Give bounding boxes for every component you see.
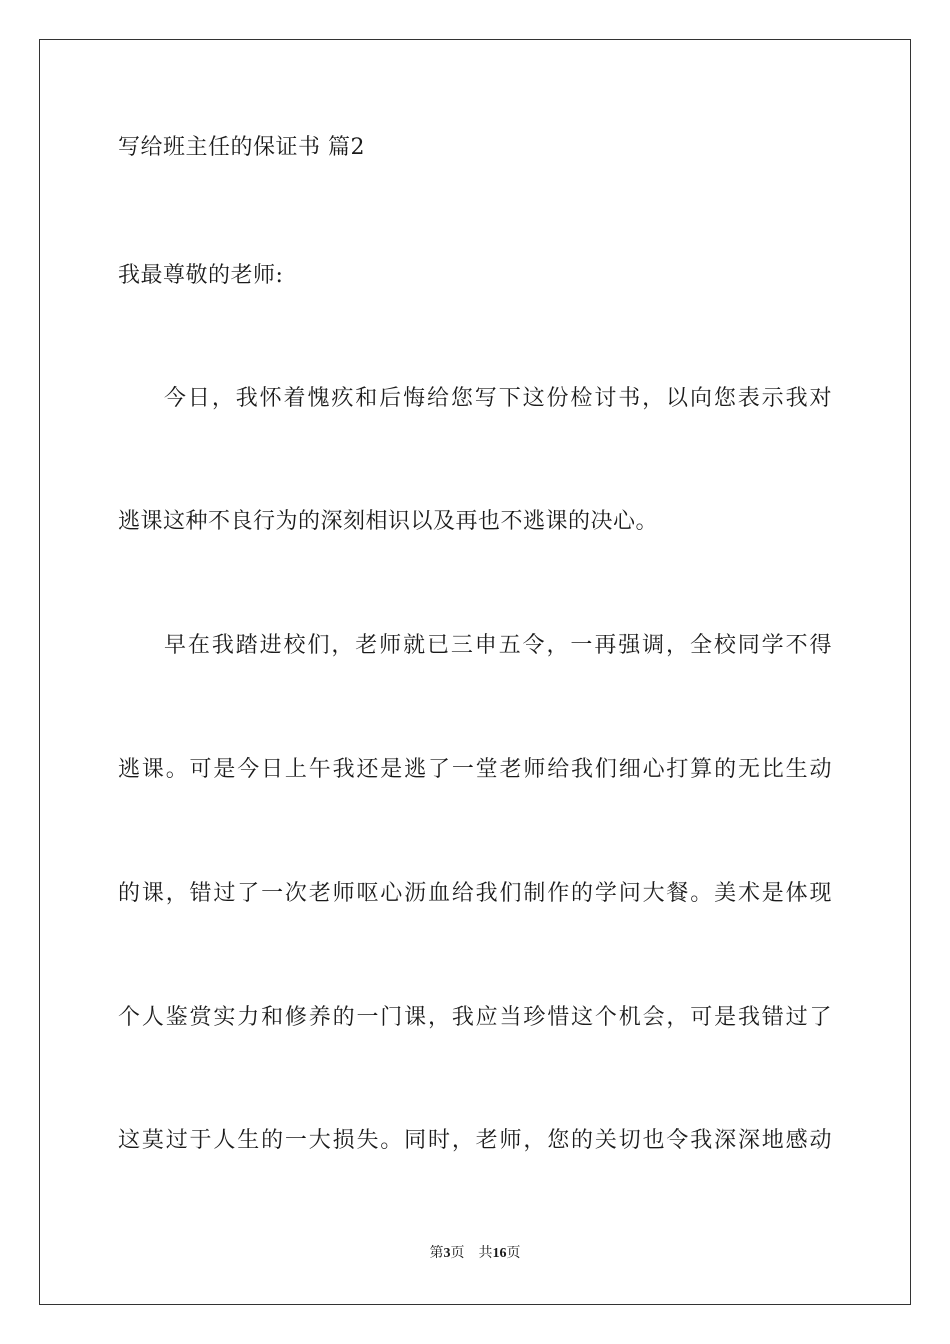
total-prefix: 共 (478, 1246, 493, 1261)
page-border (39, 39, 911, 1305)
total-suffix: 页 (506, 1246, 521, 1261)
paragraph-line-6: 个人鉴赏实力和修养的一门课，我应当珍惜这个机会，可是我错过了 (118, 1005, 832, 1030)
paragraph-line-1: 今日，我怀着愧疚和后悔给您写下这份检讨书，以向您表示我对 (164, 386, 832, 411)
paragraph-line-3: 早在我踏进校们，老师就已三申五令，一再强调，全校同学不得 (164, 633, 832, 658)
paragraph-line-4: 逃课。可是今日上午我还是逃了一堂老师给我们细心打算的无比生动 (118, 757, 832, 782)
paragraph-line-7: 这莫过于人生的一大损失。同时，老师，您的关切也令我深深地感动 (118, 1128, 832, 1153)
page-suffix: 页 (450, 1246, 465, 1261)
salutation: 我最尊敬的老师: (118, 263, 284, 288)
page-current: 3 (443, 1246, 451, 1261)
page-total: 16 (492, 1246, 507, 1261)
paragraph-line-2: 逃课这种不良行为的深刻相识以及再也不逃课的决心。 (118, 509, 659, 534)
page-footer (0, 1245, 950, 1263)
document-title: 写给班主任的保证书 篇2 (118, 135, 365, 160)
page-prefix: 第 (429, 1246, 444, 1261)
paragraph-line-5: 的课，错过了一次老师呕心沥血给我们制作的学问大餐。美术是体现 (118, 881, 832, 906)
